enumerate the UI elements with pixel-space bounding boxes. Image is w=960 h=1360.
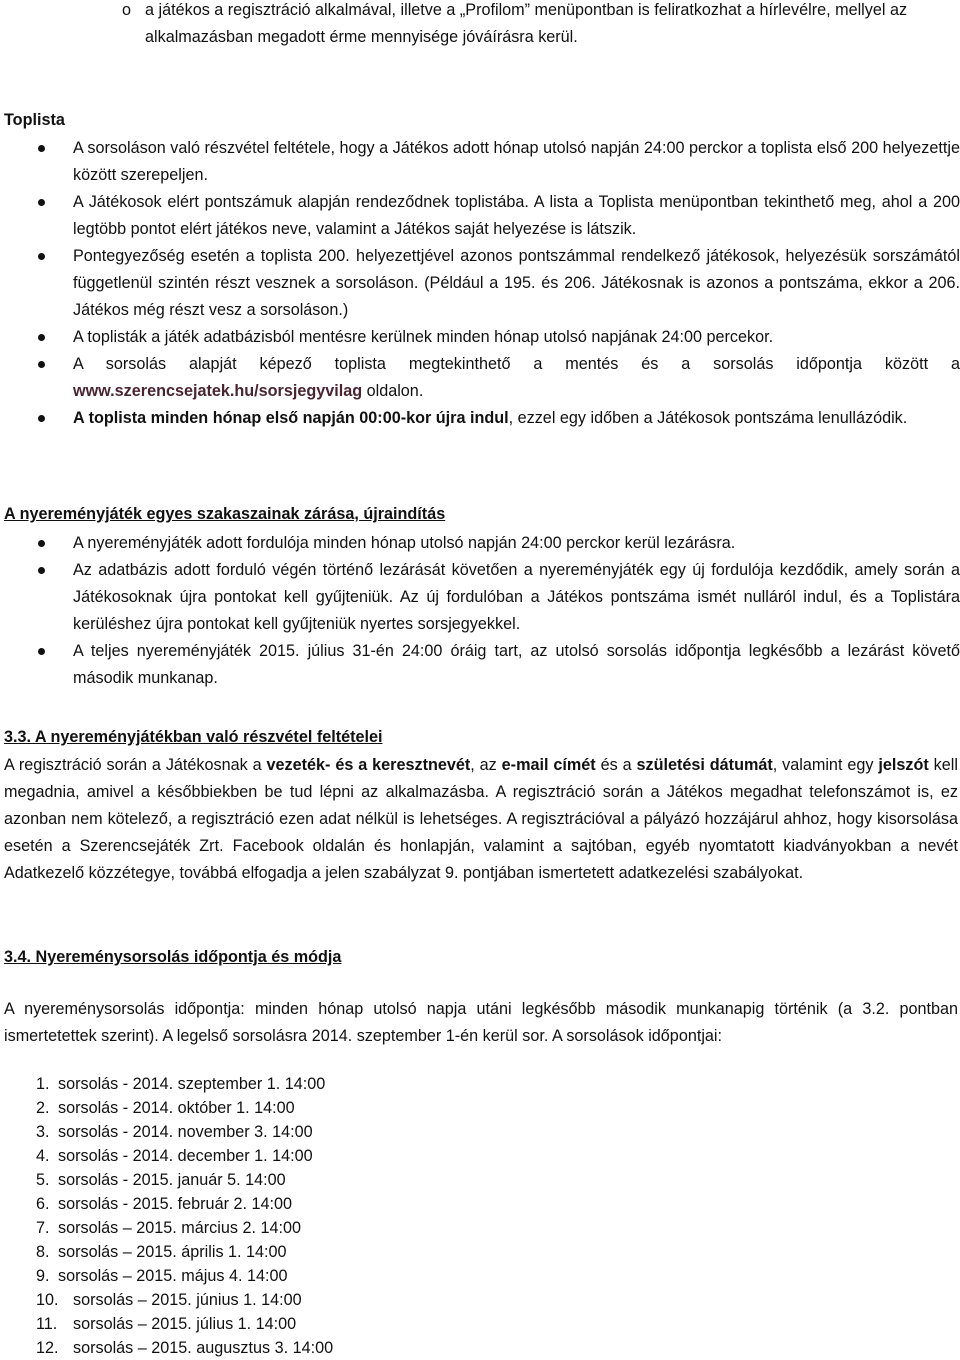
list-item	[0, 1216, 500, 1240]
list-item	[0, 1144, 500, 1168]
list-item	[0, 1288, 500, 1312]
paragraph-text: kell megadnia, amivel a későbbiekben be tud lépni az alkalmazásba. A regisztráció során a Játékos megadhat telefonszámot is, ez azonban nem kötelező, a regisztráció ezen adat nélkül is lehetséges. A regisztrációval a pályázó hozzájárul ahhoz, hogy kisorsolása esetén a Szerencsejáték Zrt. Facebook oldalán és honlapján, valamint a sajtóban, egyéb nyomtatott kiadványokban a nevét Adatkezelő közzétegye, továbbá elfogadja a jelen szabályzat 9. pontjában ismertetett adatkezelési szabályokat.	[4, 756, 958, 882]
emphasis-text: vezeték- és a keresztnevét	[266, 756, 471, 774]
list-number: 6.	[36, 1195, 50, 1213]
list-item-text: sorsolás - 2015. február 2. 14:00	[58, 1195, 292, 1213]
list-item-text: Pontegyezőség esetén a toplista 200. helyezettjével azonos pontszámmal rendelkező játékosok, helyezésük sorszámától függetlenül szintén részt vesznek a sorsoláson. (Például a 195. és 206. Játékosnak is azonos a pontszáma, ekkor a 206. Játékos még részt vesz a sorsoláson.)	[73, 247, 960, 319]
list-number: 7.	[36, 1219, 50, 1237]
paragraph-text: és a	[595, 756, 637, 774]
list-number: 1.	[36, 1075, 50, 1093]
list-item	[0, 557, 960, 638]
list-number: 5.	[36, 1171, 50, 1189]
list-item-text: sorsolás – 2015. augusztus 3. 14:00	[73, 1339, 334, 1357]
list-item-text: sorsolás - 2014. november 3. 14:00	[58, 1123, 313, 1141]
bullet-icon	[38, 145, 45, 152]
list-item	[0, 1096, 500, 1120]
list-item	[0, 1168, 500, 1192]
bullet-icon	[38, 648, 45, 655]
emphasis-text: születési dátumát	[636, 756, 773, 774]
bullet-icon	[38, 253, 45, 260]
list-item-text: sorsolás - 2015. január 5. 14:00	[58, 1171, 286, 1189]
list-number: 2.	[36, 1099, 50, 1117]
list-item-text: Az adatbázis adott forduló végén történő lezárását követően a nyereményjáték egy új fordulója kezdődik, amely során a Játékosoknak újra pontokat kell gyűjteniük. Az új fordulóban a Játékos pontszáma ismét nulláról indul, és a Toplistára kerüléshez újra pontokat kell gyűjteniük nyertes sorsjegyekkel.	[73, 561, 960, 633]
list-item	[0, 189, 960, 243]
list-item-text-end: oldalon.	[362, 382, 424, 400]
section-heading-3-3: 3.3. A nyereményjátékban való részvétel feltételei	[4, 728, 383, 746]
list-item	[0, 405, 960, 432]
section-heading-toplista: Toplista	[4, 111, 65, 129]
list-item-text: A toplisták a játék adatbázisból mentésre kerülnek minden hónap utolsó napjának 24:00 percekor.	[73, 328, 774, 346]
list-item	[0, 135, 960, 189]
list-item-text-start: A sorsolás alapját képező toplista megtekinthető a mentés és a sorsolás időpontja között a	[73, 355, 960, 373]
closing-bullet-list	[0, 530, 960, 692]
list-item-text	[73, 351, 960, 405]
list-item-text: sorsolás - 2014. szeptember 1. 14:00	[58, 1075, 326, 1093]
list-item	[0, 1312, 500, 1336]
list-number: 4.	[36, 1147, 50, 1165]
section-3-4-paragraph: A nyereménysorsolás időpontja: minden hónap utolsó napja utáni legkésőbb második munkanapig történik (a 3.2. pontban ismertetettek szerint). A legelső sorsolásra 2014. szeptember 1-én kerül sor. A sorsolások időpontjai:	[4, 1000, 958, 1045]
list-item-text: sorsolás – 2015. április 1. 14:00	[58, 1243, 287, 1261]
list-number: 9.	[36, 1267, 50, 1285]
list-number: 11.	[36, 1315, 58, 1333]
bullet-icon	[38, 361, 45, 368]
list-item	[0, 243, 960, 324]
list-number: 3.	[36, 1123, 50, 1141]
list-item	[0, 1120, 500, 1144]
bullet-icon	[38, 540, 45, 547]
list-item-text: sorsolás – 2015. május 4. 14:00	[58, 1267, 288, 1285]
list-item	[0, 1072, 500, 1096]
bullet-icon	[38, 199, 45, 206]
list-number: 12.	[36, 1339, 59, 1357]
list-item-text: a játékos a regisztráció alkalmával, illetve a „Profilom” menüpontban is feliratkozhat a hírlevélre, mellyel az alkalmazásban megadott érme mennyisége jóváírásra kerül.	[145, 1, 908, 46]
list-item-text: A teljes nyereményjáték 2015. július 31-én 24:00 óráig tart, az utolsó sorsolás időpontja legkésőbb a lezárást követő második munkanap.	[73, 642, 960, 687]
paragraph-text: , az	[470, 756, 502, 774]
list-item-text: sorsolás - 2014. december 1. 14:00	[58, 1147, 313, 1165]
list-number: 10.	[36, 1291, 59, 1309]
emphasis-text: jelszót	[878, 756, 929, 774]
list-item-text: A sorsoláson való részvétel feltétele, hogy a Játékos adott hónap utolsó napján 24:00 perckor a toplista első 200 helyezettje között szerepeljen.	[73, 139, 960, 184]
emphasis-text: A toplista minden hónap első napján 00:00-kor újra indul	[73, 409, 509, 427]
list-number: 8.	[36, 1243, 50, 1261]
list-item-text-end: , ezzel egy időben a Játékosok pontszáma lenullázódik.	[508, 409, 908, 427]
paragraph-text: A regisztráció során a Játékosnak a	[4, 756, 267, 774]
list-item	[0, 1336, 500, 1360]
section-heading-3-4: 3.4. Nyereménysorsolás időpontja és módja	[4, 948, 342, 966]
list-item-text: sorsolás – 2015. március 2. 14:00	[58, 1219, 301, 1237]
list-item-text: A Játékosok elért pontszámuk alapján rendeződnek toplistába. A lista a Toplista menüpontban tekinthető meg, ahol a 200 legtöbb pontot elért játékos neve, valamint a Játékos saját helyezése is látszik.	[73, 193, 960, 238]
list-item	[0, 351, 960, 405]
list-item	[0, 530, 960, 557]
section-3-3-paragraph	[4, 752, 958, 887]
bullet-icon	[38, 567, 45, 574]
sorsjegyvilag-link[interactable]: www.szerencsejatek.hu/sorsjegyvilag	[73, 382, 363, 400]
list-item-text: A nyereményjáték adott fordulója minden hónap utolsó napján 24:00 perckor kerül lezárásra.	[73, 534, 736, 552]
bullet-icon	[38, 334, 45, 341]
list-item	[0, 1240, 500, 1264]
list-item-text	[73, 405, 960, 432]
section-heading-closing: A nyereményjáték egyes szakaszainak zárása, újraindítás	[4, 505, 446, 523]
list-marker: o	[122, 1, 132, 19]
list-item-text: sorsolás – 2015. június 1. 14:00	[73, 1291, 302, 1309]
bullet-icon	[38, 415, 45, 422]
toplista-bullet-list	[0, 135, 960, 432]
list-item-text: sorsolás - 2014. október 1. 14:00	[58, 1099, 295, 1117]
list-item-text: sorsolás – 2015. július 1. 14:00	[73, 1315, 297, 1333]
draw-dates-list	[0, 1072, 500, 1360]
emphasis-text: e-mail címét	[501, 756, 596, 774]
list-item	[0, 638, 960, 692]
list-item	[0, 324, 960, 351]
list-item	[0, 1264, 500, 1288]
list-item	[0, 1192, 500, 1216]
paragraph-text: , valamint egy	[772, 756, 879, 774]
